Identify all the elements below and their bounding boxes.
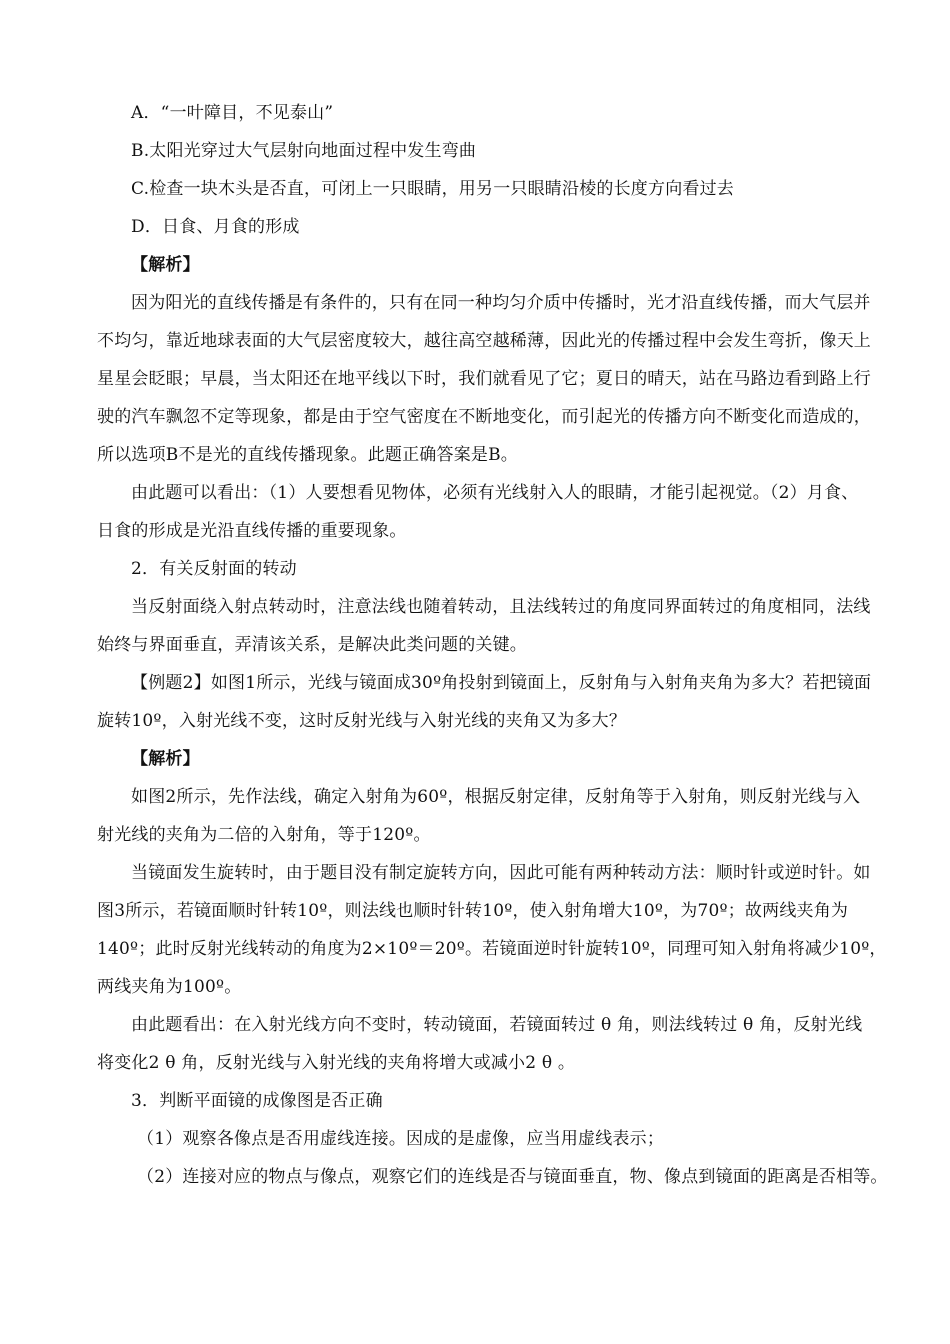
example-2-line: 旋转10º，入射光线不变，这时反射光线与入射光线的夹角又为多大？ bbox=[97, 711, 627, 731]
option-a: A．“一叶障目，不见泰山” bbox=[131, 103, 334, 123]
paragraph-line: 当反射面绕入射点转动时，注意法线也随着转动，且法线转过的角度同界面转过的角度相同，法线 bbox=[131, 597, 871, 617]
analysis-heading-2: 【解析】 bbox=[131, 749, 200, 769]
example-2-line: 【例题2】如图1所示，光线与镜面成30º角投射到镜面上，反射角与入射角夹角为多大？若把镜面 bbox=[131, 673, 872, 693]
paragraph-line: 两线夹角为100º。 bbox=[97, 977, 242, 997]
paragraph-line: 由此题可以看出：（1）人要想看见物体，必须有光线射入人的眼睛，才能引起视觉。（2）月食、 bbox=[131, 483, 859, 503]
document-body bbox=[97, 94, 888, 1196]
section-heading-3: 3．判断平面镜的成像图是否正确 bbox=[131, 1091, 383, 1111]
option-c: C.检查一块木头是否直，可闭上一只眼睛，用另一只眼睛沿棱的长度方向看过去 bbox=[131, 179, 735, 199]
option-d: D．日食、月食的形成 bbox=[131, 217, 300, 237]
list-item: （1）观察各像点是否用虚线连接。因成的是虚像，应当用虚线表示； bbox=[137, 1129, 665, 1149]
list-item: （2）连接对应的物点与像点，观察它们的连线是否与镜面垂直，物、像点到镜面的距离是否相等。 bbox=[137, 1167, 888, 1187]
paragraph-line: 日食的形成是光沿直线传播的重要现象。 bbox=[97, 521, 407, 541]
paragraph-line: 星星会眨眼；早晨，当太阳还在地平线以下时，我们就看见了它；夏日的晴天，站在马路边看到路上行 bbox=[97, 369, 871, 389]
paragraph-line: 140º；此时反射光线转动的角度为2×10º＝20º。若镜面逆时针旋转10º，同理可知入射角将减少10º， bbox=[97, 939, 887, 959]
paragraph-line: 图3所示，若镜面顺时针转10º，则法线也顺时针转10º，使入射角增大10º，为70º；故两线夹角为 bbox=[97, 901, 849, 921]
paragraph-line: 当镜面发生旋转时，由于题目没有制定旋转方向，因此可能有两种转动方法：顺时针或逆时针。如 bbox=[131, 863, 871, 883]
analysis-heading-1: 【解析】 bbox=[131, 255, 200, 275]
paragraph-line: 不均匀，靠近地球表面的大气层密度较大，越往高空越稀薄，因此光的传播过程中会发生弯折，像天上 bbox=[97, 331, 871, 351]
paragraph-line: 射光线的夹角为二倍的入射角，等于120º。 bbox=[97, 825, 431, 845]
paragraph-line: 所以选项B不是光的直线传播现象。此题正确答案是B。 bbox=[97, 445, 518, 465]
paragraph-line: 始终与界面垂直，弄清该关系，是解决此类问题的关键。 bbox=[97, 635, 527, 655]
option-b: B.太阳光穿过大气层射向地面过程中发生弯曲 bbox=[131, 141, 477, 161]
section-heading-2: 2．有关反射面的转动 bbox=[131, 559, 297, 579]
paragraph-line: 由此题看出：在入射光线方向不变时，转动镜面，若镜面转过 θ 角，则法线转过 θ 角，反射光线 bbox=[131, 1015, 863, 1035]
paragraph-line: 驶的汽车飘忽不定等现象，都是由于空气密度在不断地变化，而引起光的传播方向不断变化而造成的， bbox=[97, 407, 871, 427]
paragraph-line: 将变化2 θ 角，反射光线与入射光线的夹角将增大或减小2 θ 。 bbox=[97, 1053, 576, 1073]
paragraph-line: 因为阳光的直线传播是有条件的，只有在同一种均匀介质中传播时，光才沿直线传播，而大气层并 bbox=[131, 293, 871, 313]
paragraph-line: 如图2所示，先作法线，确定入射角为60º，根据反射定律，反射角等于入射角，则反射光线与入 bbox=[131, 787, 861, 807]
